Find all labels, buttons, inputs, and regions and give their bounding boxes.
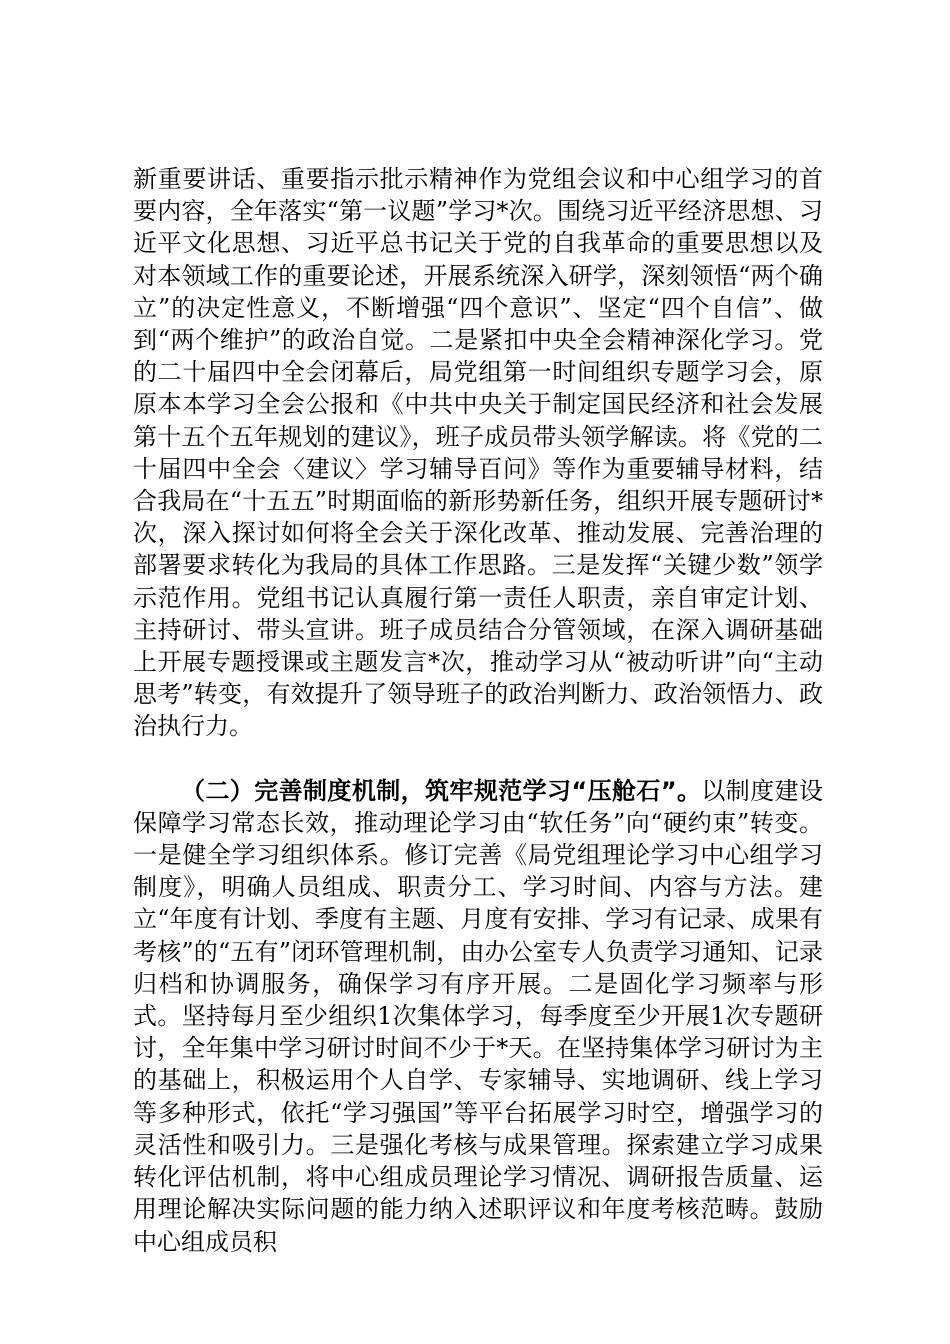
document-body xyxy=(133,163,823,1258)
paragraph-section-two xyxy=(133,775,823,1258)
paragraph-text: 新重要讲话、重要指示批示精神作为党组会议和中心组学习的首要内容，全年落实“第一议题”学习*次。围绕习近平经济思想、习近平文化思想、习近平总书记关于党的自我革命的重要思想以及对本领域工作的重要论述，开展系统深入研学，深刻领悟“两个确立”的决定性意义，不断增强“四个意识”、坚定“四个自信”、做到“两个维护”的政治自觉。二是紧扣中央全会精神深化学习。党的二十届四中全会闭幕后，局党组第一时间组织专题学习会，原原本本学习全会公报和《中共中央关于制定国民经济和社会发展第十五个五年规划的建议》，班子成员带头领学解读。将《党的二十届四中全会〈建议〉学习辅导百问》等作为重要辅导材料，结合我局在“十五五”时期面临的新形势新任务，组织开展专题研讨*次，深入探讨如何将全会关于深化改革、推动发展、完善治理的部署要求转化为我局的具体工作思路。三是发挥“关键少数”领学示范作用。党组书记认真履行第一责任人职责，亲自审定计划、主持研讨、带头宣讲。班子成员结合分管领域，在深入调研基础上开展专题授课或主题发言*次，推动学习从“被动听讲”向“主动思考”转变，有效提升了领导班子的政治判断力、政治领悟力、政治执行力。 xyxy=(133,165,823,741)
paragraph-text: 以制度建设保障学习常态长效，推动理论学习由“软任务”向“硬约束”转变。一是健全学习组织体系。修订完善《局党组理论学习中心组学习制度》，明确人员组成、职责分工、学习时间、内容与方法。建立“年度有计划、季度有主题、月度有安排、学习有记录、成果有考核”的“五有”闭环管理机制，由办公室专人负责学习通知、记录归档和协调服务，确保学习有序开展。二是固化学习频率与形式。坚持每月至少组织1次集体学习，每季度至少开展1次专题研讨，全年集中学习研讨时间不少于*天。在坚持集体学习研讨为主的基础上，积极运用个人自学、专家辅导、实地调研、线上学习等多种形式，依托“学习强国”等平台拓展学习时空，增强学习的灵活性和吸引力。三是强化考核与成果管理。探索建立学习成果转化评估机制，将中心组成员理论学习情况、调研报告质量、运用理论解决实际问题的能力纳入述职评议和年度考核范畴。鼓励中心组成员积 xyxy=(133,776,823,1256)
paragraph-continued xyxy=(133,163,823,743)
section-heading: （二）完善制度机制，筑牢规范学习“压舱石”。 xyxy=(181,776,702,805)
